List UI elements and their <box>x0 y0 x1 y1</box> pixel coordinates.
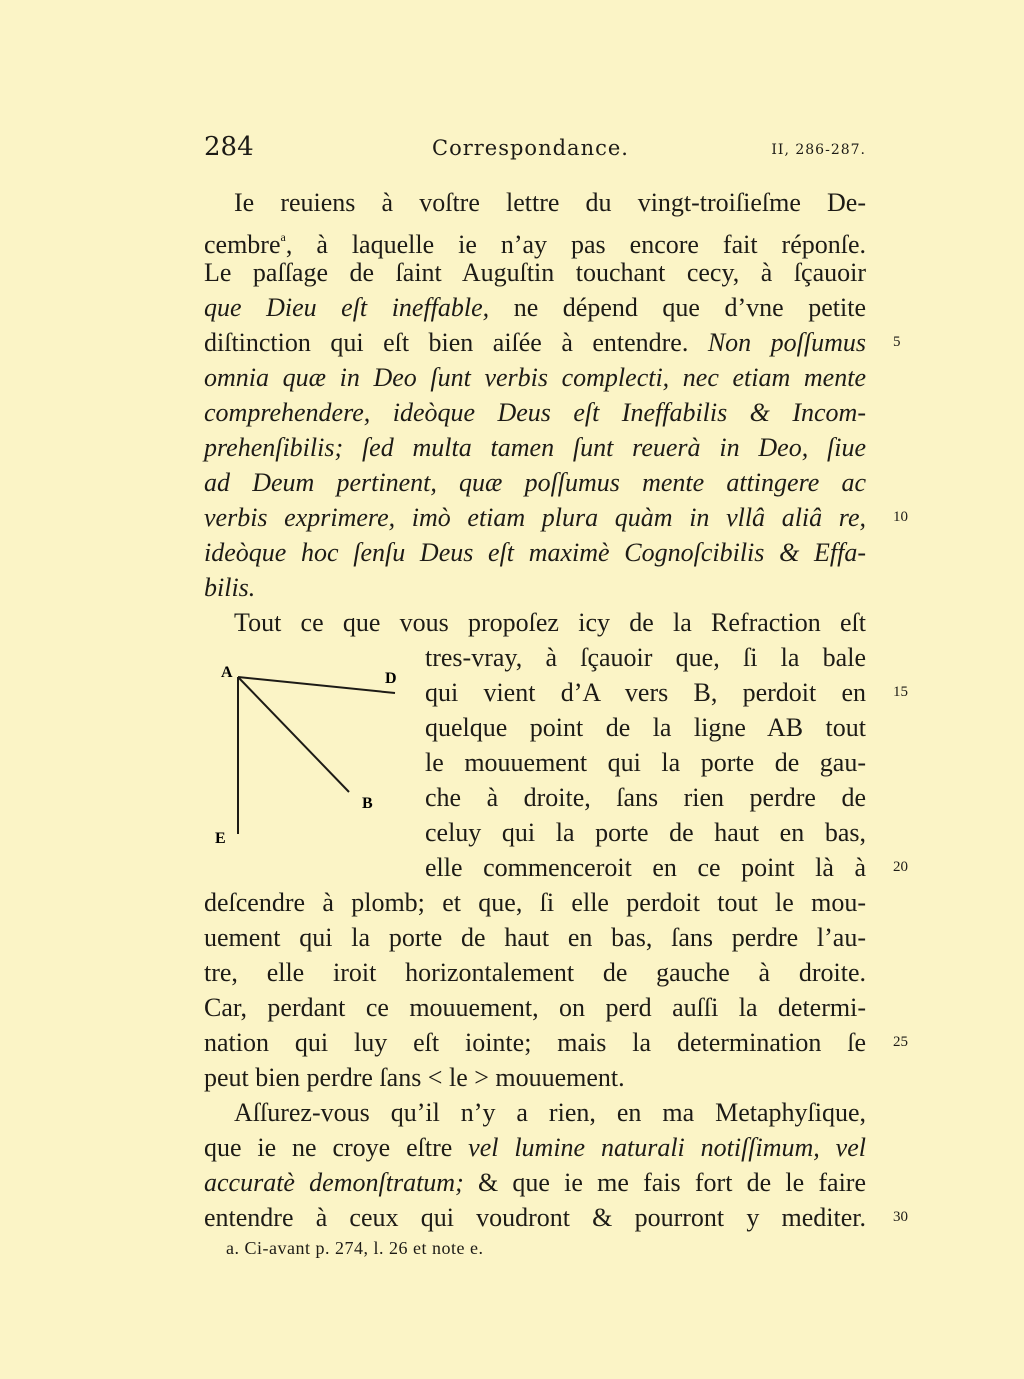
text-line <box>204 255 866 290</box>
text-line <box>425 780 866 815</box>
text-segment: omnia quæ in Deo ſunt verbis complecti, nec etiam mente <box>204 363 866 392</box>
text-line <box>204 990 866 1025</box>
text-segment: Aſſurez-vous qu’il n’y a rien, en ma Metaphyſique, <box>234 1098 866 1127</box>
text-segment: cembre <box>204 230 281 259</box>
text-line <box>204 465 866 500</box>
line-number: 5 <box>893 334 901 350</box>
text-line <box>204 325 866 360</box>
text-segment: accuratè demonſtratum; <box>204 1168 464 1197</box>
text-line <box>204 500 866 535</box>
text-line <box>204 955 866 990</box>
text-line <box>425 640 866 675</box>
label-d: D <box>385 670 397 687</box>
text-line <box>204 395 866 430</box>
line-a-b <box>238 677 349 792</box>
refraction-diagram <box>214 650 414 850</box>
text-line <box>204 360 866 395</box>
label-e: E <box>215 830 226 847</box>
line-a-d <box>238 677 395 693</box>
text-line <box>204 220 866 259</box>
text-segment: peut bien perdre ſans < le > mouuement. <box>204 1063 625 1092</box>
footnote-marker: a <box>280 230 286 244</box>
text-line <box>425 675 866 710</box>
line-number: 25 <box>893 1034 908 1050</box>
text-segment: que ie ne croye eſtre <box>204 1133 469 1162</box>
label-a: A <box>221 664 233 681</box>
text-line <box>204 290 866 325</box>
text-segment: le mouuement qui la porte de gau- <box>425 748 866 777</box>
text-line <box>425 850 866 885</box>
text-segment: Le paſſage de ſaint Auguſtin touchant cecy, à ſçauoir <box>204 258 866 287</box>
text-segment: , à laquelle ie n’ay pas encore fait réponſe. <box>285 230 866 259</box>
line-number: 10 <box>893 509 908 525</box>
text-segment: ne dépend que d’vne petite <box>489 293 866 322</box>
text-line <box>204 570 866 605</box>
text-line <box>234 1095 866 1130</box>
text-segment: quelque point de la ligne AB tout <box>425 713 866 742</box>
footnote: a. Ci-avant p. 274, l. 26 et note e. <box>226 1238 484 1258</box>
label-b: B <box>362 795 373 812</box>
text-segment: tre, elle iroit horizontalement de gauche à droite. <box>204 958 866 987</box>
text-segment: ideòque hoc ſenſu Deus eſt maximè Cognoſcibilis & Effa- <box>204 538 866 567</box>
text-line <box>204 885 866 920</box>
text-segment: Ie reuiens à voſtre lettre du vingt-troiſieſme De- <box>234 188 866 217</box>
text-segment: uement qui la porte de haut en bas, ſans perdre l’au- <box>204 923 866 952</box>
text-segment: qui vient d’A vers B, perdoit en <box>425 678 866 707</box>
page-reference: II, 286-287. <box>771 142 866 158</box>
text-line <box>204 1060 866 1095</box>
page-number: 284 <box>204 132 254 162</box>
text-segment: & que ie me fais fort de le faire <box>463 1168 866 1197</box>
text-line <box>204 430 866 465</box>
line-number: 30 <box>893 1209 908 1225</box>
text-line <box>204 1025 866 1060</box>
line-number: 15 <box>893 684 908 700</box>
text-segment: Car, perdant ce mouuement, on perd auſſi la determi- <box>204 993 866 1022</box>
text-line <box>234 605 866 640</box>
text-segment: Non poſſumus <box>707 328 867 357</box>
text-segment: prehenſibilis; ſed multa tamen ſunt reuerà in Deo, ſiue <box>204 433 866 462</box>
running-title: Correspondance. <box>432 136 629 160</box>
text-line <box>425 815 866 850</box>
text-segment: ad Deum pertinent, quæ poſſumus mente attingere ac <box>204 468 866 497</box>
text-line <box>425 745 866 780</box>
text-line <box>204 1130 866 1165</box>
text-line <box>204 1200 866 1235</box>
text-segment: comprehendere, ideòque Deus eſt Ineffabilis & Incom- <box>204 398 866 427</box>
text-segment: que Dieu eſt ineffable, <box>204 293 490 322</box>
text-segment: elle commenceroit en ce point là à <box>425 853 866 882</box>
text-line <box>204 535 866 570</box>
text-segment: deſcendre à plomb; et que, ſi elle perdoit tout le mou- <box>204 888 866 917</box>
text-segment: vel lumine naturali notiſſimum, vel <box>468 1133 866 1162</box>
text-segment: entendre à ceux qui voudront & pourront y mediter. <box>204 1203 866 1232</box>
text-line <box>204 1165 866 1200</box>
text-segment: Tout ce que vous propoſez icy de la Refraction eſt <box>234 608 866 637</box>
text-segment: che à droite, ſans rien perdre de <box>425 783 866 812</box>
text-segment: diſtinction qui eſt bien aiſée à entendre. <box>204 328 708 357</box>
text-segment: tres-vray, à ſçauoir que, ſi la bale <box>425 643 866 672</box>
page-header <box>204 132 866 166</box>
text-segment: nation qui luy eſt iointe; mais la determination ſe <box>204 1028 866 1057</box>
text-line <box>234 185 866 220</box>
text-line <box>204 920 866 955</box>
text-segment: celuy qui la porte de haut en bas, <box>425 818 866 847</box>
text-segment: verbis exprimere, imò etiam plura quàm in vllâ aliâ re, <box>204 503 866 532</box>
text-segment: bilis. <box>204 573 256 602</box>
text-line <box>425 710 866 745</box>
line-number: 20 <box>893 859 908 875</box>
